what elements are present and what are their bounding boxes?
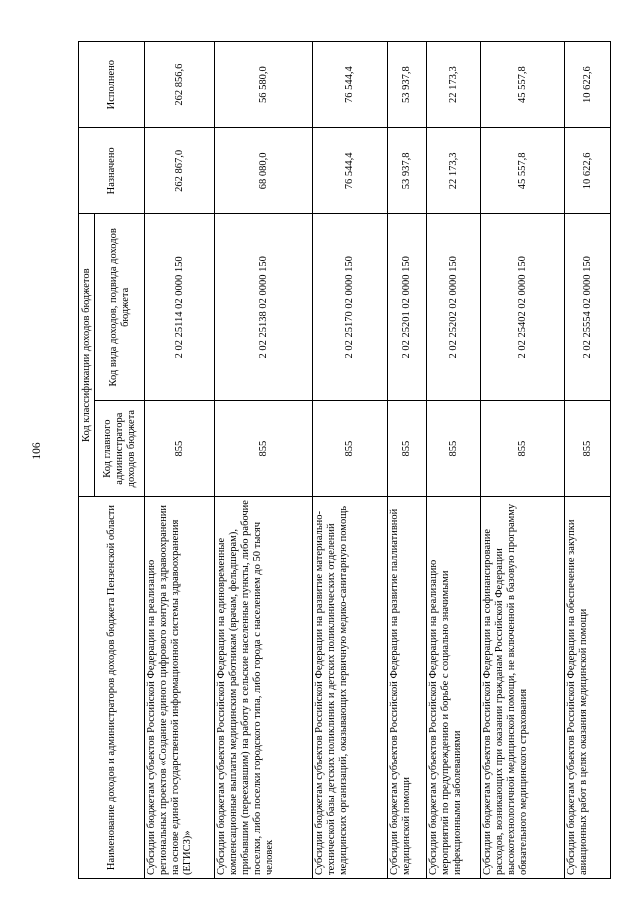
table-row (481, 42, 565, 879)
header-admin-code: Код главного администратора доходов бюджета (95, 401, 145, 497)
assigned-amount: 262 867,0 (145, 128, 215, 214)
income-code: 2 02 25402 02 0000 150 (481, 214, 565, 401)
executed-amount: 10 622,6 (565, 42, 611, 128)
assigned-amount: 68 080,0 (215, 128, 313, 214)
header-assigned: Назначено (79, 128, 145, 214)
assigned-amount: 10 622,6 (565, 128, 611, 214)
income-code: 2 02 25201 02 0000 150 (388, 214, 427, 401)
page-number: 106 (31, 442, 43, 460)
header-classification: Код классификации доходов бюджетов (79, 214, 95, 497)
admin-code: 855 (145, 401, 215, 497)
income-code: 2 02 25202 02 0000 150 (426, 214, 481, 401)
income-name: Субсидии бюджетам субъектов Российской Федерации на софинансирование расходов, возникающих при оказании гражданам Российской Федерации высокотехнологичной медицинской помощи, не включенной в базовую программу обязательного медицинского страхования (481, 497, 565, 879)
table-row (313, 42, 388, 879)
income-name: Субсидии бюджетам субъектов Российской Федерации на обеспечение закупки авиационных работ в целях оказания медицинской помощи (565, 497, 611, 879)
income-code: 2 02 25170 02 0000 150 (313, 214, 388, 401)
table-row (426, 42, 481, 879)
income-name: Субсидии бюджетам субъектов Российской Федерации на развитие паллиативной медицинской помощи (388, 497, 427, 879)
header-type-code: Код вида доходов, подвида доходов бюджета (95, 214, 145, 401)
budget-table-sheet (78, 41, 611, 879)
income-name: Субсидии бюджетам субъектов Российской Федерации на реализацию региональных проектов «Создание единого цифрового контура в здравоохранении на основе единой государственной информационной системы здравоохранения (ЕГИСЗ)» (145, 497, 215, 879)
admin-code: 855 (426, 401, 481, 497)
header-name: Наименование доходов и администраторов доходов бюджета Пензенской области (79, 497, 145, 879)
income-code: 2 02 25138 02 0000 150 (215, 214, 313, 401)
admin-code: 855 (388, 401, 427, 497)
income-name: Субсидии бюджетам субъектов Российской Федерации на развитие материально-технической базы детских поликлиник и детских поликлинических отделений медицинских организаций, оказывающих первичную медико-санитарную помощь (313, 497, 388, 879)
header-executed: Исполнено (79, 42, 145, 128)
admin-code: 855 (313, 401, 388, 497)
assigned-amount: 53 937,8 (388, 128, 427, 214)
assigned-amount: 76 544,4 (313, 128, 388, 214)
executed-amount: 56 580,0 (215, 42, 313, 128)
income-code: 2 02 25114 02 0000 150 (145, 214, 215, 401)
assigned-amount: 45 557,8 (481, 128, 565, 214)
table-row (388, 42, 427, 879)
table-row (565, 42, 611, 879)
income-code: 2 02 25554 02 0000 150 (565, 214, 611, 401)
executed-amount: 45 557,8 (481, 42, 565, 128)
executed-amount: 53 937,8 (388, 42, 427, 128)
executed-amount: 262 856,6 (145, 42, 215, 128)
admin-code: 855 (215, 401, 313, 497)
assigned-amount: 22 173,3 (426, 128, 481, 214)
executed-amount: 76 544,4 (313, 42, 388, 128)
income-name: Субсидии бюджетам субъектов Российской Федерации на реализацию мероприятий по предупреждению и борьбе с социально значимыми инфекционными заболеваниями (426, 497, 481, 879)
table-row (145, 42, 215, 879)
admin-code: 855 (565, 401, 611, 497)
table-row (215, 42, 313, 879)
admin-code: 855 (481, 401, 565, 497)
budget-income-table (78, 41, 611, 879)
income-name: Субсидии бюджетам субъектов Российской Федерации на единовременные компенсационные выплаты медицинским работникам (врачам, фельдшерам), прибывшим (переехавшим) на работу в сельские населенные пункты, либо рабочие поселки, либо поселки городского типа, либо города с населением до 50 тысяч человек (215, 497, 313, 879)
executed-amount: 22 173,3 (426, 42, 481, 128)
